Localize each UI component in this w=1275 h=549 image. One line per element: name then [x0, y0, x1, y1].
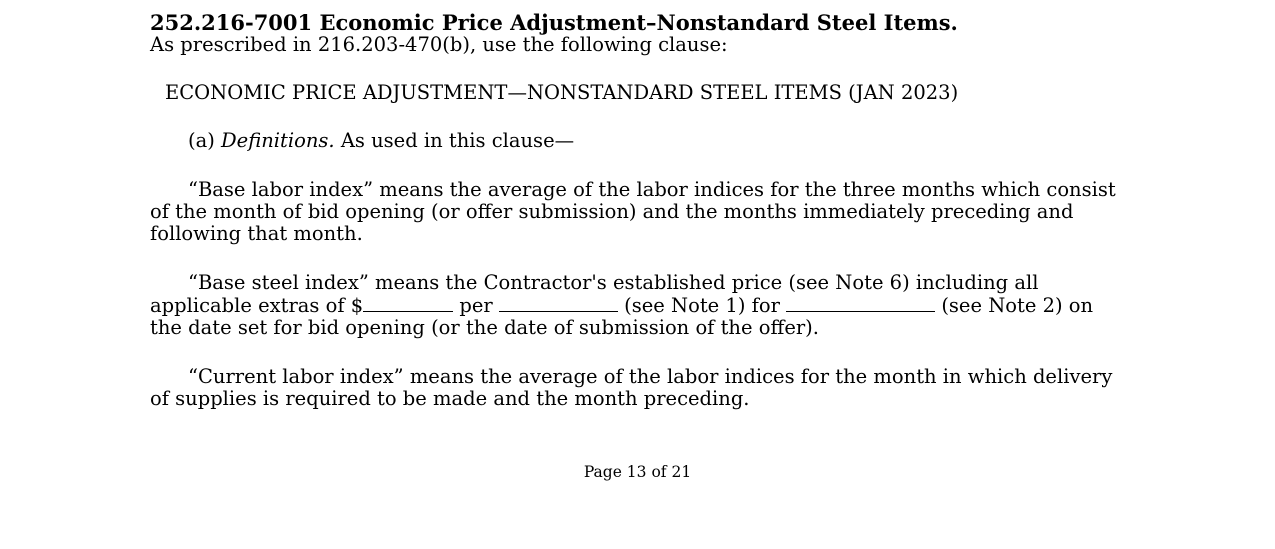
clause-heading: 252.216-7001 Economic Price Adjustment–Nonstandard Steel Items.	[150, 10, 958, 35]
base-steel-text-1: “Base steel index” means the Contractor's established price (see Note 6) including all applicable extras of $	[150, 271, 1039, 317]
item-blank	[786, 294, 935, 312]
base-steel-index-paragraph	[150, 272, 1130, 339]
price-blank	[363, 294, 453, 312]
current-labor-index-paragraph: “Current labor index” means the average of the labor indices for the month in which delivery of supplies is required to be made and the month preceding.	[150, 365, 1113, 410]
clause-title: ECONOMIC PRICE ADJUSTMENT—NONSTANDARD STEEL ITEMS (JAN 2023)	[165, 81, 959, 104]
base-steel-text-4: (see Note 2) on the date set for bid opening (or the date of submission of the offer).	[150, 294, 1094, 339]
definitions-term: Definitions.	[221, 129, 335, 152]
unit-blank	[499, 294, 618, 312]
definitions-label: (a)	[188, 129, 215, 152]
page-number: Page 13 of 21	[583, 463, 692, 481]
clause-intro: As prescribed in 216.203-470(b), use the following clause:	[150, 33, 728, 56]
document-page	[150, 12, 1130, 410]
base-steel-text-2: per	[459, 294, 493, 317]
definitions-text: As used in this clause—	[340, 129, 575, 152]
definitions-paragraph	[150, 130, 1130, 152]
base-steel-text-3: (see Note 1) for	[624, 294, 780, 317]
base-labor-index-paragraph: “Base labor index” means the average of the labor indices for the three months which consist of the month of bid opening (or offer submission) and the months immediately preceding and following that month.	[150, 178, 1116, 245]
